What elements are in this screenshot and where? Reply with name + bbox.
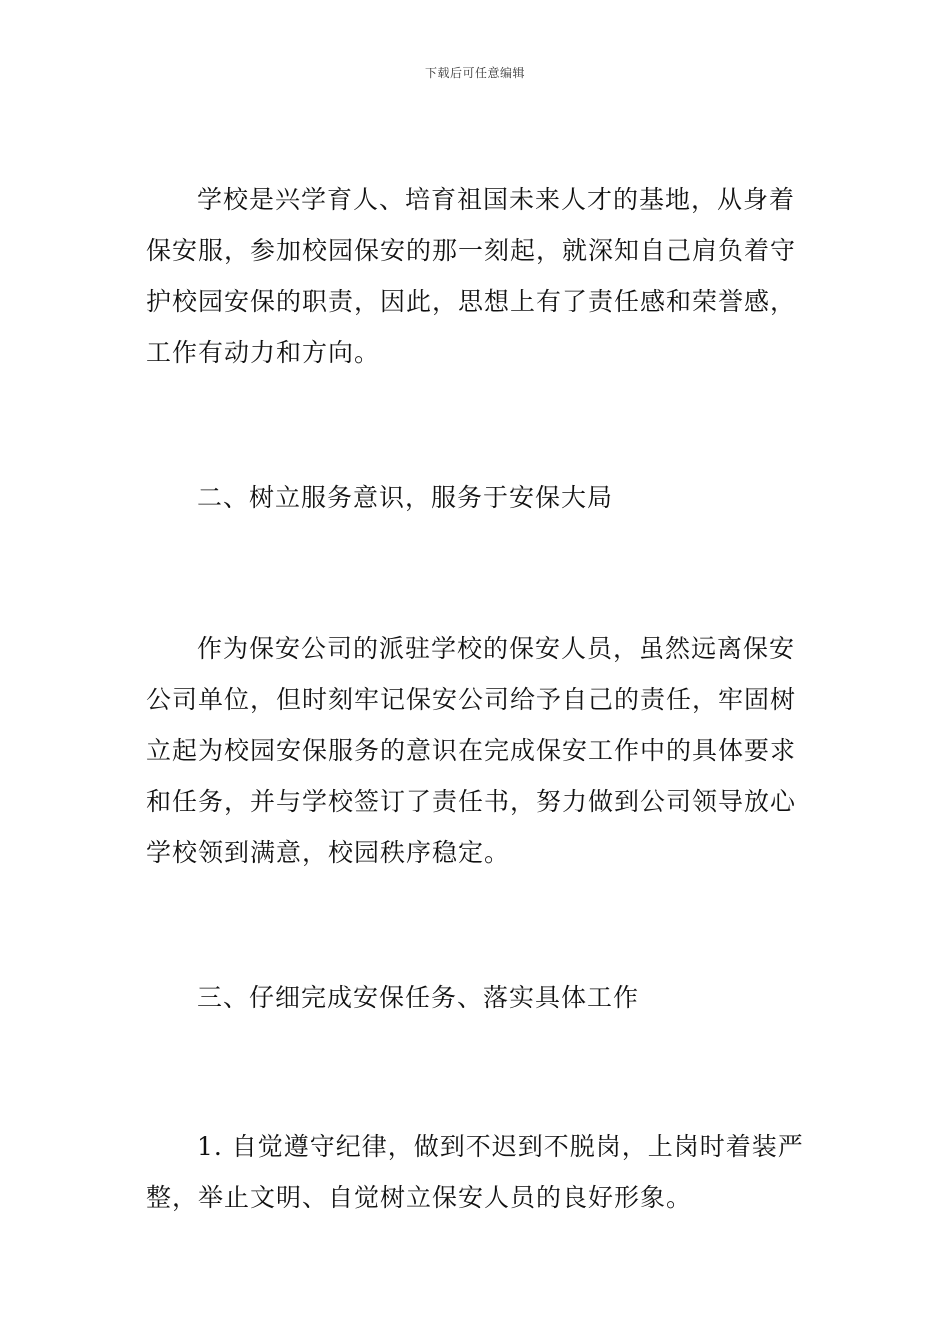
paragraph-2: 作为保安公司的派驻学校的保安人员，虽然远离保安公司单位，但时刻牢记保安公司给予自己的责任，牢固树立起为校园安保服务的意识在完成保安工作中的具体要求和任务，并与学校签订了责任书，努力做到公司领导放心学校领到满意，校园秩序稳定。 [146,634,797,867]
header-note: 下载后可任意编辑 [424,66,525,80]
section-heading-3: 三、仔细完成安保任务、落实具体工作 [197,983,640,1012]
paragraph-3: 1. 自觉遵守纪律，做到不迟到不脱岗，上岗时着装严整，举止文明、自觉树立保安人员的良好形象。 [146,1132,804,1212]
section-heading-2: 二、树立服务意识，服务于安保大局 [197,483,614,512]
paragraph-1: 学校是兴学育人、培育祖国未来人才的基地，从身着保安服，参加校园保安的那一刻起，就深知自己肩负着守护校园安保的职责，因此，思想上有了责任感和荣誉感，工作有动力和方向。 [146,185,797,367]
